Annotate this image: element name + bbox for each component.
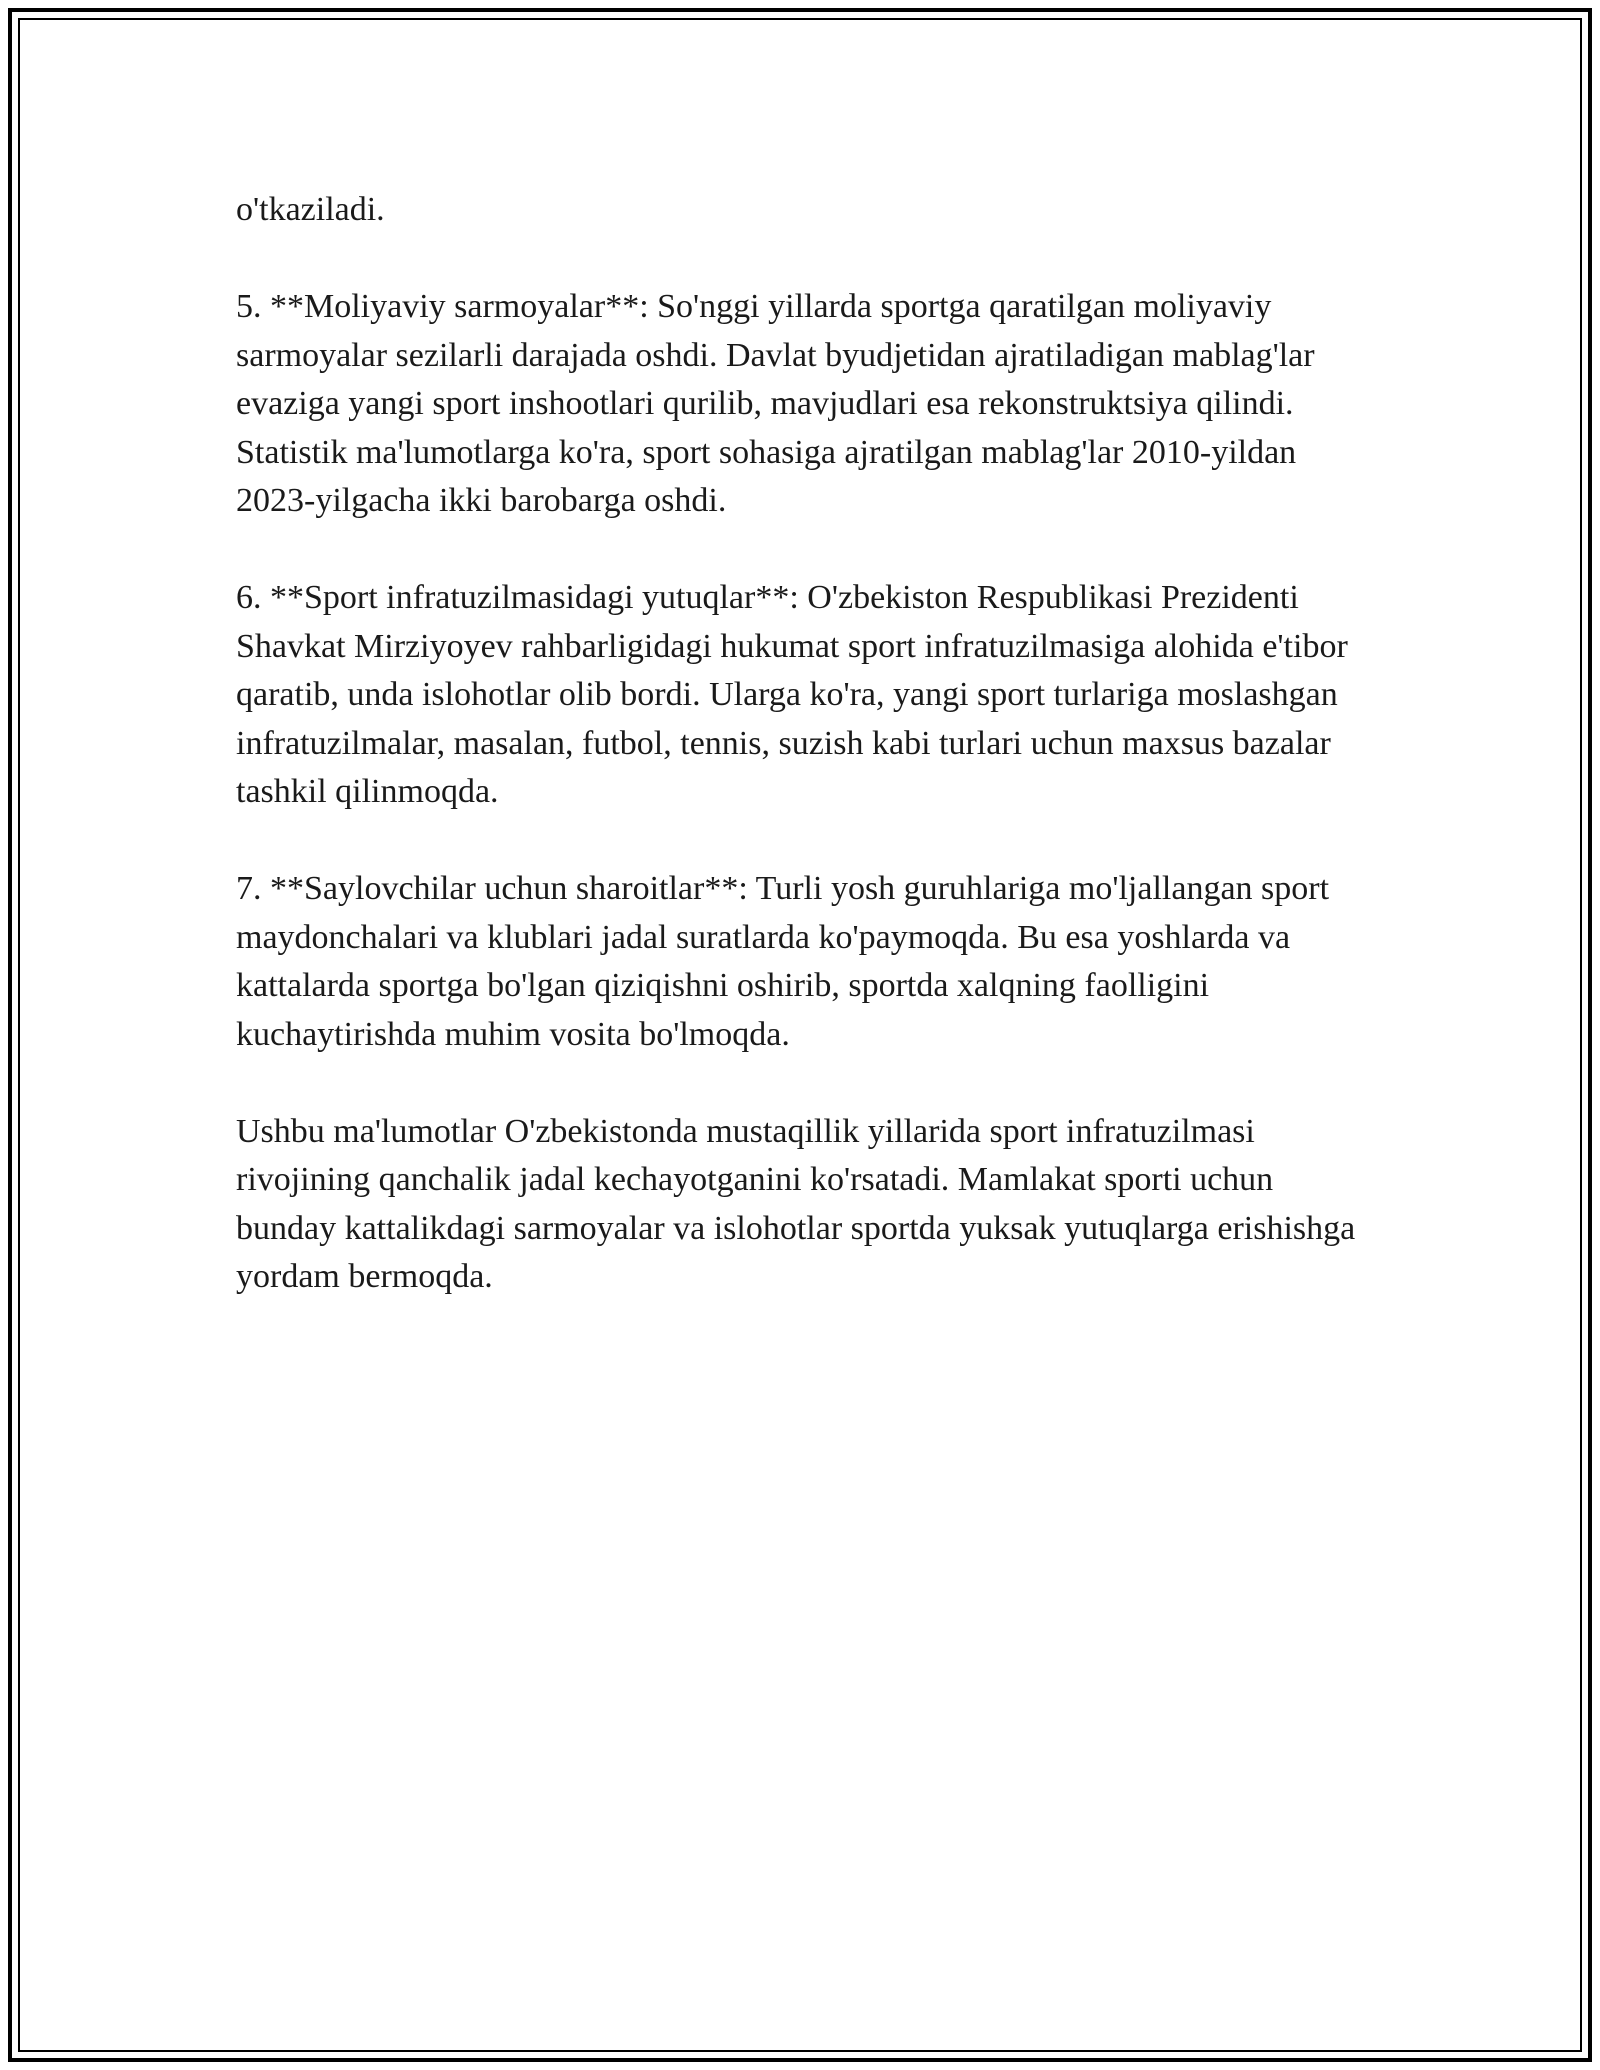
paragraph-continuation: o'tkaziladi.	[236, 191, 385, 228]
document-body	[236, 186, 1366, 1350]
paragraph-item-7: 7. **Saylovchilar uchun sharoitlar**: Turli yosh guruhlariga mo'ljallangan sport maydonchalari va klublari jadal suratlarda ko'paymoqda. Bu esa yoshlarda va kattalarda sportga bo'lgan qiziqishni oshirib, sportda xalqning faolligini kuchaytirishda muhim vosita bo'lmoqda.	[236, 870, 1330, 1053]
paragraph-item-6: 6. **Sport infratuzilmasidagi yutuqlar**: O'zbekiston Respublikasi Prezidenti Shavkat Mirziyoyev rahbarligidagi hukumat sport infratuzilmasiga alohida e'tibor qaratib, unda islohotlar olib bordi. Ularga ko'ra, yangi sport turlariga moslashgan infratuzilmalar, masalan, futbol, tennis, suzish kabi turlari uchun maxsus bazalar tashkil qilinmoqda.	[236, 579, 1348, 810]
paragraph-conclusion: Ushbu ma'lumotlar O'zbekistonda mustaqillik yillarida sport infratuzilmasi rivojining qanchalik jadal kechayotganini ko'rsatadi. Mamlakat sporti uchun bunday kattalikdagi sarmoyalar va islohotlar sportda yuksak yutuqlarga erishishga yordam bermoqda.	[236, 1112, 1356, 1295]
paragraph-item-5: 5. **Moliyaviy sarmoyalar**: So'nggi yillarda sportga qaratilgan moliyaviy sarmoyalar sezilarli darajada oshdi. Davlat byudjetidan ajratiladigan mablag'lar evaziga yangi sport inshootlari qurilib, mavjudlari esa rekonstruktsiya qilindi. Statistik ma'lumotlarga ko'ra, sport sohasiga ajratilgan mablag'lar 2010-yildan 2023-yilgacha ikki barobarga oshdi.	[236, 288, 1315, 519]
